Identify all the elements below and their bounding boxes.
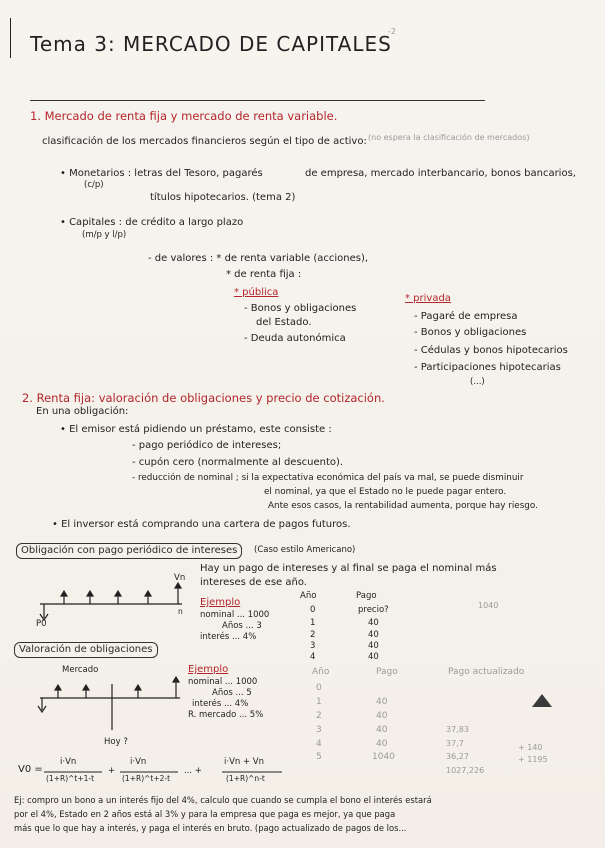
ejemplo1-label: Ejemplo — [200, 597, 241, 608]
formula-plus: + — [108, 766, 116, 776]
capitales-line: • Capitales : de crédito a largo plazo — [60, 217, 244, 228]
diagram2-mercado-label: Mercado — [62, 665, 99, 675]
capitales-note: (m/p y l/p) — [82, 230, 127, 240]
publica-item: - Deuda autonómica — [244, 333, 346, 344]
ejemplo2-row-pago: 40 — [376, 697, 388, 707]
privada-item: (...) — [470, 377, 485, 387]
calc-note: 1027,226 — [446, 766, 485, 775]
ejemplo2-header-pago: Pago — [376, 667, 398, 677]
diagram1-n-label: n — [178, 607, 183, 616]
formula-term3-den: (1+R)^n-t — [226, 774, 265, 783]
monetarios-line-rest: de empresa, mercado interbancario, bonos bancarios, — [305, 168, 576, 179]
diagram1-vn-label: Vn — [174, 573, 186, 583]
ejemplo2-row-pago: 40 — [376, 739, 388, 749]
ejemplo2-row-year: 2 — [316, 711, 322, 721]
classification-line: clasificación de los mercados financieros según el tipo de activo: — [42, 136, 367, 147]
ejemplo2-row-year: 5 — [316, 752, 322, 762]
ejemplo2-row-pago: 1040 — [372, 752, 395, 762]
privada-item: - Participaciones hipotecarias — [414, 362, 561, 373]
example-note-line: más que lo que hay a interés, y paga el interés en bruto. (pago actualizado de pagos de los... — [14, 823, 407, 833]
ejemplo2-label: Ejemplo — [188, 664, 229, 675]
inversor-line: • El inversor está comprando una cartera de pagos futuros. — [52, 519, 351, 530]
obligacion-box: Obligación con pago periódico de intereses — [16, 543, 242, 559]
section1-heading: 1. Mercado de renta fija y mercado de renta variable. — [30, 109, 338, 123]
calc-note: + 1195 — [518, 755, 548, 764]
emisor-item: el nominal, ya que el Estado no le puede pagar entero. — [264, 487, 507, 497]
monetarios-line2: títulos hipotecarios. (tema 2) — [150, 192, 296, 203]
margin-line — [10, 18, 11, 58]
emisor-line: • El emisor está pidiendo un préstamo, este consiste : — [60, 424, 332, 435]
ejemplo1-line: Años ... 3 — [222, 621, 262, 631]
ejemplo2-header-year: Año — [312, 667, 330, 677]
ejemplo2-line: interés ... 4% — [192, 699, 249, 709]
ejemplo2-line: nominal ... 1000 — [188, 677, 258, 687]
example-note-line: Ej: compro un bono a un interés fijo del 4%, calculo que cuando se cumpla el bono el interés estará — [14, 795, 432, 805]
emisor-item: - reducción de nominal ; si la expectativa económica del país va mal, se puede disminuir — [132, 473, 524, 483]
ejemplo2-row-year: 1 — [316, 697, 322, 707]
ejemplo1-row-pago: 40 — [368, 641, 379, 651]
ejemplo2-line: Años ... 5 — [212, 688, 252, 698]
title-underline — [30, 100, 485, 101]
obligacion-desc: Hay un pago de intereses y al final se paga el nominal más — [200, 563, 497, 574]
publica-label: * pública — [234, 287, 279, 298]
page-title: Tema 3: MERCADO DE CAPITALES — [30, 32, 392, 56]
ejemplo1-row-pago: precio? — [358, 605, 389, 615]
valoracion-box: Valoración de obligaciones — [14, 642, 158, 658]
formula-term3-pre: ... + — [184, 766, 202, 776]
formula-term2-num: i·Vn — [130, 757, 147, 767]
monetarios-line: • Monetarios : letras del Tesoro, pagarés — [60, 168, 263, 179]
valores-line: - de valores : * de renta variable (acciones), — [148, 253, 369, 264]
calc-note: 36,27 — [446, 752, 469, 761]
ejemplo1-row-pago: 40 — [368, 630, 379, 640]
ejemplo2-row-year: 0 — [316, 683, 322, 693]
ejemplo2-row-year: 4 — [316, 739, 322, 749]
ejemplo2-row-pago: 40 — [376, 711, 388, 721]
ejemplo1-line: interés ... 4% — [200, 632, 257, 642]
ejemplo1-header-year: Año — [300, 591, 317, 601]
ejemplo1-row-year: 4 — [310, 652, 316, 662]
obligacion-box-note: (Caso estilo Americano) — [254, 545, 356, 555]
ejemplo1-line: nominal ... 1000 — [200, 610, 270, 620]
formula-term2-den: (1+R)^t+2-t — [122, 774, 171, 783]
formula-term1-num: i·Vn — [60, 757, 77, 767]
section1-heading-note: (no espera la clasificación de mercados) — [368, 133, 530, 142]
ejemplo1-row-year: 2 — [310, 630, 316, 640]
section2-intro: En una obligación: — [36, 406, 129, 417]
emisor-item: - cupón cero (normalmente al descuento). — [132, 457, 344, 468]
privada-label: * privada — [405, 293, 451, 304]
privada-item: - Cédulas y bonos hipotecarios — [414, 345, 568, 356]
obligacion-desc: intereses de ese año. — [200, 577, 307, 588]
section2-heading: 2. Renta fija: valoración de obligaciones y precio de cotización. — [22, 391, 385, 405]
ejemplo1-side-value: 1040 — [478, 601, 499, 610]
renta-fija-line: * de renta fija : — [226, 269, 302, 280]
privada-item: - Bonos y obligaciones — [414, 327, 527, 338]
diagram2-hoy-label: Hoy ? — [104, 737, 128, 747]
emisor-item: - pago periódico de intereses; — [132, 440, 282, 451]
page-number: -2 — [388, 27, 396, 36]
ejemplo2-row-year: 3 — [316, 725, 322, 735]
ejemplo1-header-pago: Pago — [356, 591, 377, 601]
calc-note: 37,7 — [446, 739, 464, 748]
calc-note: + 140 — [518, 743, 543, 752]
formula-term1-den: (1+R)^t+1-t — [46, 774, 95, 783]
ejemplo1-row-year: 0 — [310, 605, 316, 615]
triangle-doodle-icon — [530, 692, 554, 710]
ejemplo2-header-actualizado: Pago actualizado — [448, 667, 525, 677]
privada-item: - Pagaré de empresa — [414, 311, 518, 322]
monetarios-note: (c/p) — [84, 180, 104, 190]
ejemplo2-line: R. mercado ... 5% — [188, 710, 264, 720]
publica-item: del Estado. — [256, 317, 312, 328]
ejemplo1-row-year: 1 — [310, 618, 316, 628]
ejemplo2-row-pago: 40 — [376, 725, 388, 735]
ejemplo1-row-pago: 40 — [368, 652, 379, 662]
publica-item: - Bonos y obligaciones — [244, 303, 357, 314]
formula-term3-num: i·Vn + Vn — [224, 757, 264, 767]
formula-lhs: V0 = — [18, 764, 43, 775]
calc-note: 37,83 — [446, 725, 469, 734]
ejemplo1-row-pago: 40 — [368, 618, 379, 628]
example-note-line: por el 4%, Estado en 2 años está al 3% y para la empresa que paga es mejor, ya que paga — [14, 809, 396, 819]
fraction-bars — [44, 771, 284, 775]
emisor-item: Ante esos casos, la rentabilidad aumenta, porque hay riesgo. — [268, 501, 538, 511]
ejemplo1-row-year: 3 — [310, 641, 316, 651]
diagram1-p0-label: P0 — [36, 619, 47, 629]
